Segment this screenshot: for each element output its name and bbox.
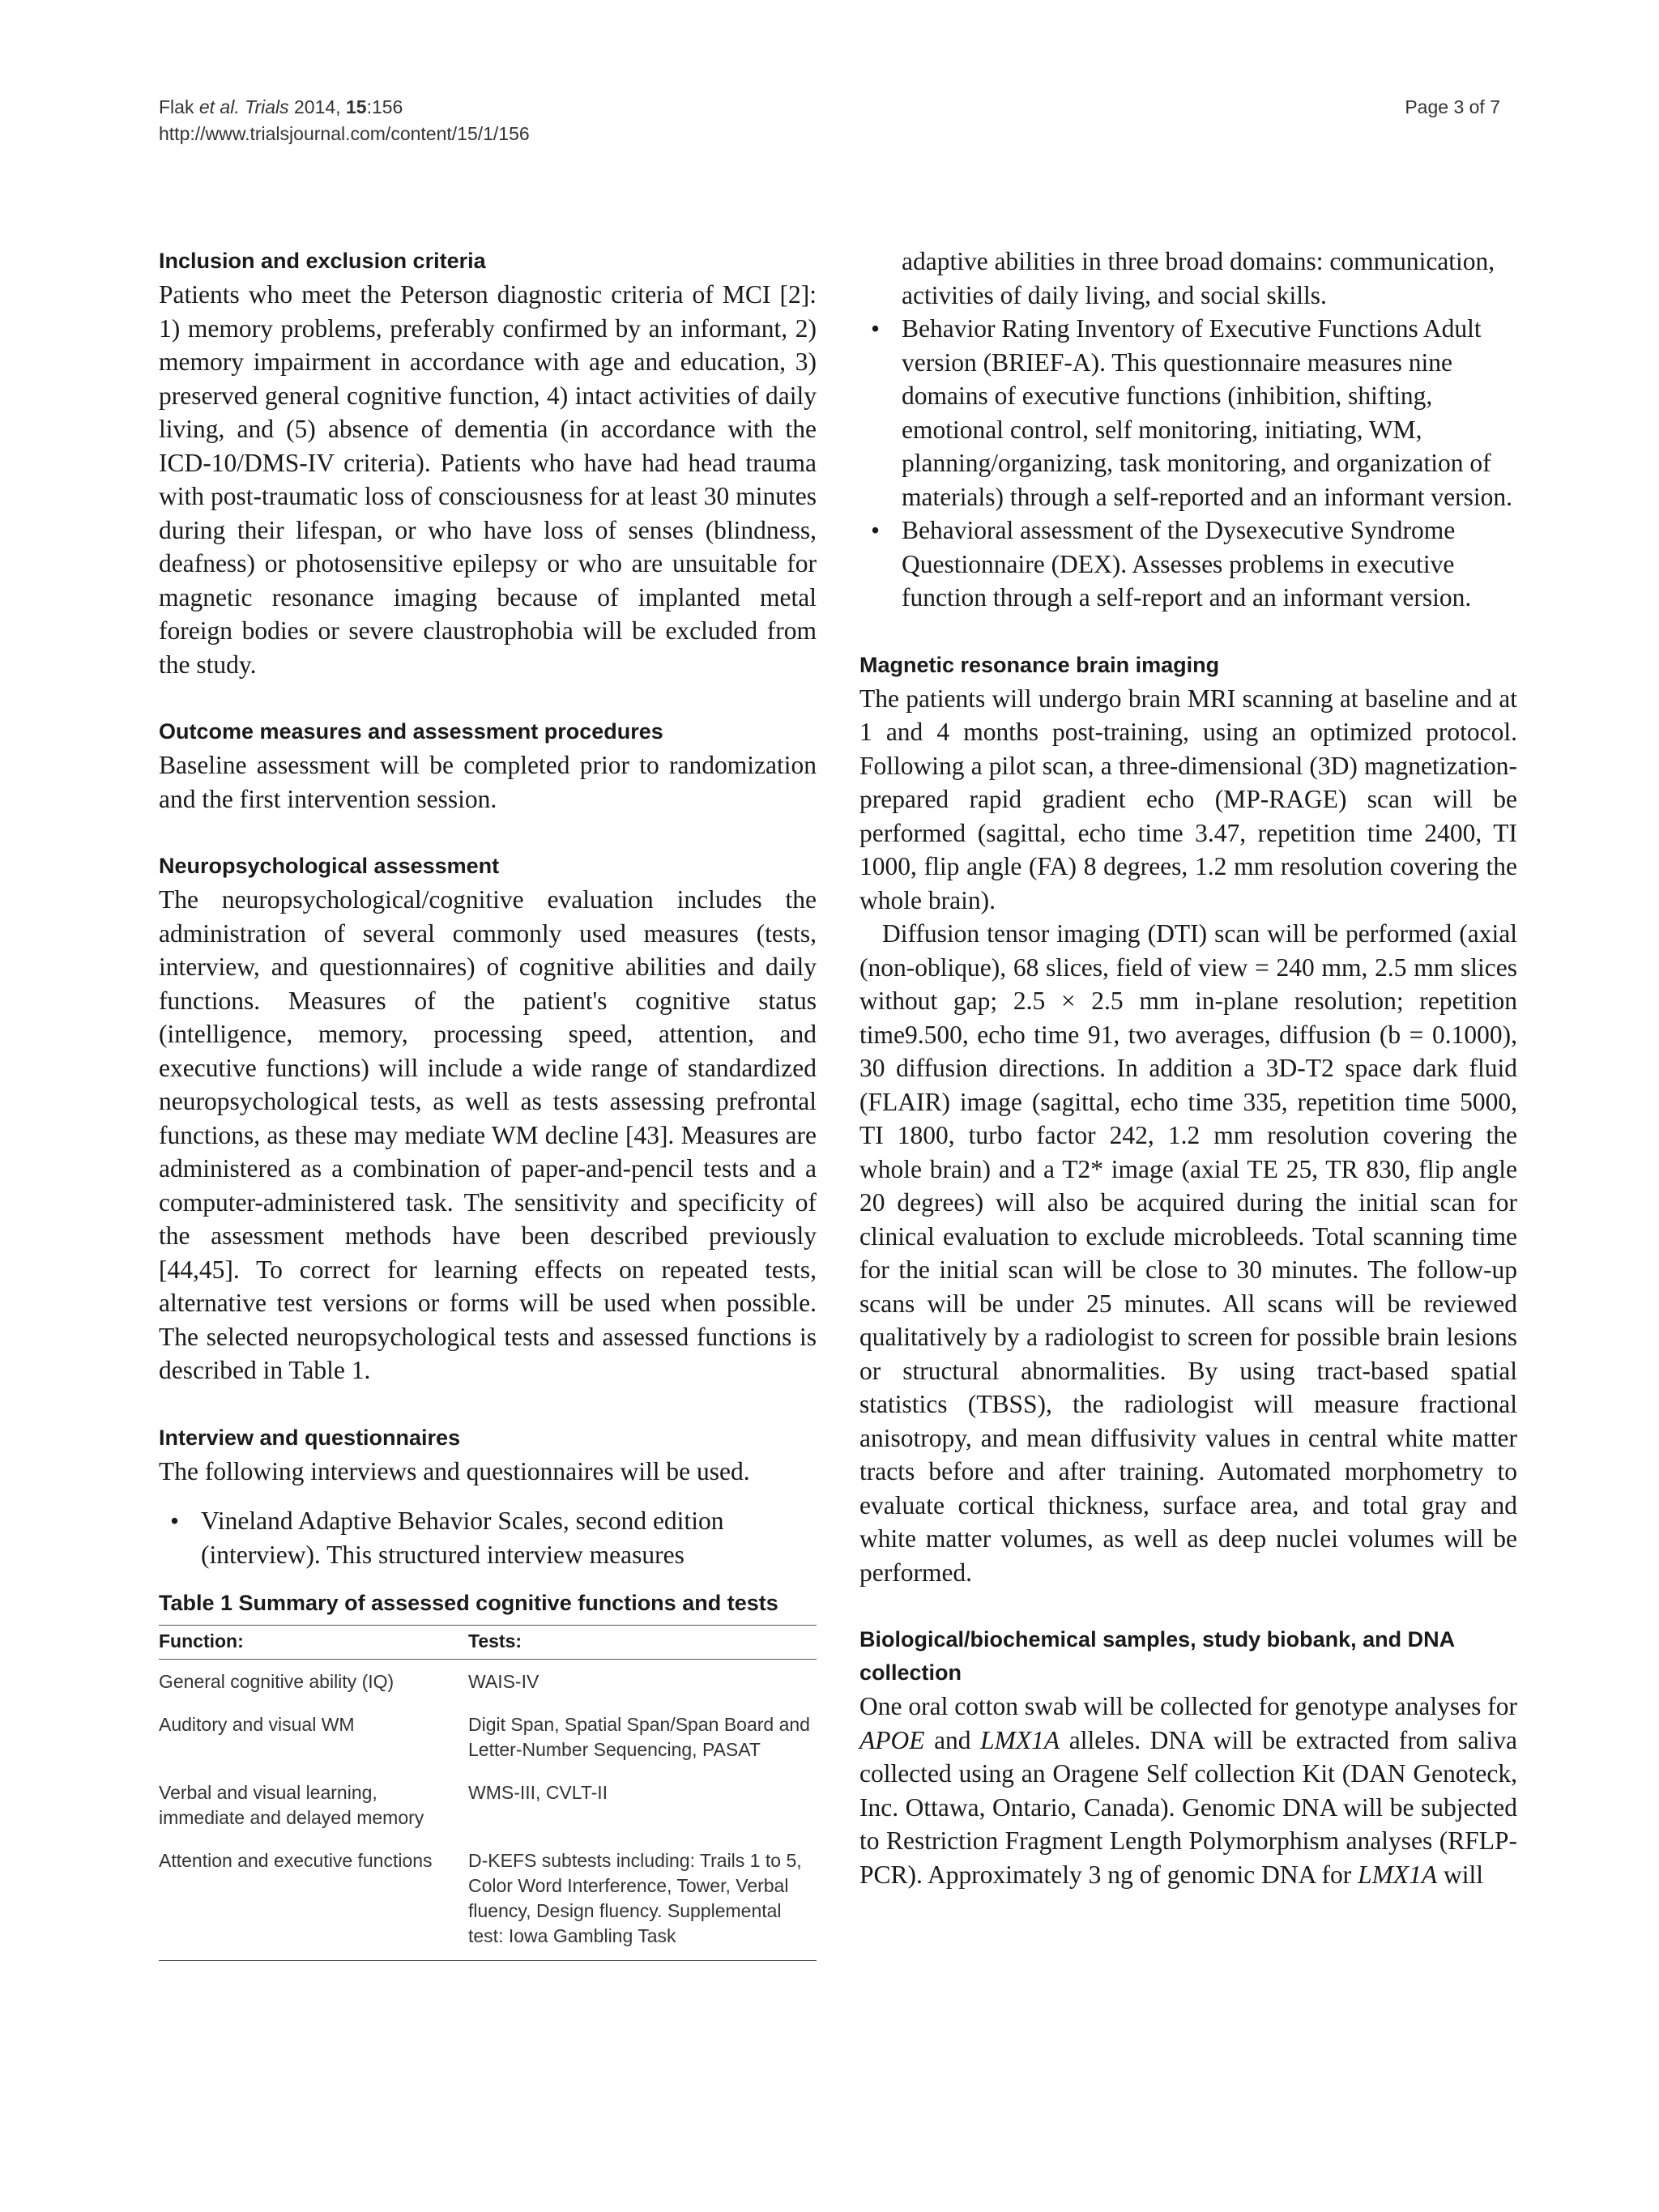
mri-paragraph-2: Diffusion tensor imaging (DTI) scan will be performed (axial (non-oblique), 68 slices, field of view = 240 mm, 2.5 mm slices without gap; 2.5 × 2.5 mm in-plane resolution; repetition time9.500, echo time 91, two averages, diffusion (b = 0.1000), 30 diffusion directions. In addition a 3D-T2 space dark fluid (FLAIR) image (sagittal, echo time 335, repetition time 5000, TI 1800, turbo factor 242, 1.2 mm resolution covering the whole brain) and a T2* image (axial TE 25, TR 830, flip angle 20 degrees) will also be acquired during the initial scan for clinical evaluation to exclude microbleeds. Total scanning time for the initial scan will be close to 30 minutes. The follow-up scans will be under 25 minutes. All scans will be reviewed qualitatively by a radiologist to screen for possible brain lesions or structural abnormalities. By using tract-based spatial statistics (TBSS), the radiologist will measure fractional anisotropy, and mean diffusivity values in central white matter tracts before and after training. Automated morphometry to evaluate cortical thickness, surface area, and total gray and white matter volumes, as well as deep nuclei volumes will be performed. [859,919,1517,1587]
section-heading-neuropsych: Neuropsychological assessment [159,854,500,878]
table-row [159,1839,817,1961]
tests-cell: Digit Span, Spatial Span/Span Board and Letter-Number Sequencing, PASAT [468,1714,810,1760]
table-row [159,1660,817,1703]
tests-cell: D-KEFS subtests including: Trails 1 to 5, Color Word Interference, Tower, Verbal fluency, Design fluency. Supplemental test: Iowa Gambling Task [468,1839,817,1961]
right-column [859,245,1517,1891]
section-heading-outcome: Outcome measures and assessment procedures [159,719,663,744]
table-row [159,1703,817,1771]
inclusion-paragraph: Patients who meet the Peterson diagnostic criteria of MCI [2]: 1) memory problems, preferably confirmed by an informant, 2) memory impairment in accordance with age and education, 3) preserved general cognitive function, 4) intact activities of daily living, and (5) absence of dementia (in accordance with the ICD-10/DMS-IV criteria). Patients who have had head trauma with post-traumatic loss of consciousness for at least 30 minutes during their lifespan, or who have loss of senses (blindness, deafness) or photosensitive epilepsy or who are unsuitable for magnetic resonance imaging because of implanted metal foreign bodies or severe claustrophobia will be excluded from the study. [159,280,817,679]
section-heading-biobank: Biological/biochemical samples, study biobank, and DNA collection [859,1627,1455,1685]
interview-paragraph: The following interviews and questionnaires will be used. [159,1456,750,1485]
list-item: • Vineland Adaptive Behavior Scales, second edition (interview). This structured interview measures [159,1504,817,1571]
table-header-row [159,1626,817,1660]
bullet-icon: • [871,516,881,544]
function-cell: General cognitive ability (IQ) [159,1671,394,1692]
gene-apoe: APOE [859,1725,925,1754]
questionnaire-list-continued [859,312,1517,615]
tests-cell: WAIS-IV [468,1671,539,1692]
bullet-icon: • [871,314,881,343]
section-heading-mri: Magnetic resonance brain imaging [859,652,1220,677]
gene-lmx1a: LMX1A [980,1725,1060,1754]
section-heading-inclusion: Inclusion and exclusion criteria [159,249,486,273]
list-item: • Behavior Rating Inventory of Executive Functions Adult version (BRIEF-A). This questionnaire measures nine domains of executive functions (inhibition, shifting, emotional control, self monitoring, initiating, WM, planning/organizing, task monitoring, and organization of materials) through a self-reported and an informant version. [859,312,1517,514]
mri-paragraph-1: The patients will undergo brain MRI scanning at baseline and at 1 and 4 months post-training, using an optimized protocol. Following a pilot scan, a three-dimensional (3D) magnetization-prepared rapid gradient echo (MP-RAGE) scan will be performed (sagittal, echo time 3.47, repetition time 2400, TI 1000, flip angle (FA) 8 degrees, 1.2 mm resolution covering the whole brain). [859,684,1517,914]
table-1 [159,1625,817,1961]
bullet-icon: • [170,1507,180,1535]
page-number: Page 3 of 7 [1405,96,1500,117]
article-url[interactable]: http://www.trialsjournal.com/content/15/1/156 [159,123,530,144]
bullet-continuation: adaptive abilities in three broad domains: communication, activities of daily living, and social skills. [902,247,1495,309]
column-header-tests: Tests: [468,1626,817,1660]
list-item: • Behavioral assessment of the Dysexecutive Syndrome Questionnaire (DEX). Assesses problems in executive function through a self-report and an informant version. [859,514,1517,615]
table-title: Table 1 Summary of assessed cognitive functions and tests [159,1591,778,1615]
left-column [159,245,817,1961]
citation-line: Flak et al. Trials 2014, 15:156 [159,96,403,117]
running-header [159,94,530,147]
neuropsych-paragraph: The neuropsychological/cognitive evaluation includes the administration of several commonly used measures (tests, interview, and questionnaires) of cognitive abilities and daily functions. Measures of the patient's cognitive status (intelligence, memory, processing speed, attention, and executive functions) will include a wide range of standardized neuropsychological tests, as well as tests assessing prefrontal functions, as these may mediate WM decline [43]. Measures are administered as a combination of paper-and-pencil tests and a computer-administered task. The sensitivity and specificity of the assessment methods have been described previously [44,45]. To correct for learning effects on repeated tests, alternative test versions or forms will be used when possible. The selected neuropsychological tests and assessed functions is described in Table 1. [159,885,817,1384]
questionnaire-list [159,1504,817,1571]
column-header-function: Function: [159,1626,468,1660]
table-row [159,1771,817,1839]
function-cell: Auditory and visual WM [159,1714,355,1735]
outcome-paragraph: Baseline assessment will be completed prior to randomization and the first intervention session. [159,751,817,813]
function-cell: Attention and executive functions [159,1839,468,1961]
gene-lmx1a: LMX1A [1358,1860,1438,1889]
tests-cell: WMS-III, CVLT-II [468,1782,608,1803]
biobank-paragraph: One oral cotton swab will be collected for genotype analyses for APOE and LMX1A alleles. DNA will be extracted from saliva collected using an Oragene Self collection Kit (DAN Genoteck, Inc. Ottawa, Ontario, Canada). Genomic DNA will be subjected to Restriction Fragment Length Polymorphism analyses (RFLP-PCR). Approximately 3 ng of genomic DNA for LMX1A will [859,1692,1517,1889]
function-cell: Verbal and visual learning, immediate and delayed memory [159,1782,424,1828]
section-heading-interview: Interview and questionnaires [159,1425,461,1450]
